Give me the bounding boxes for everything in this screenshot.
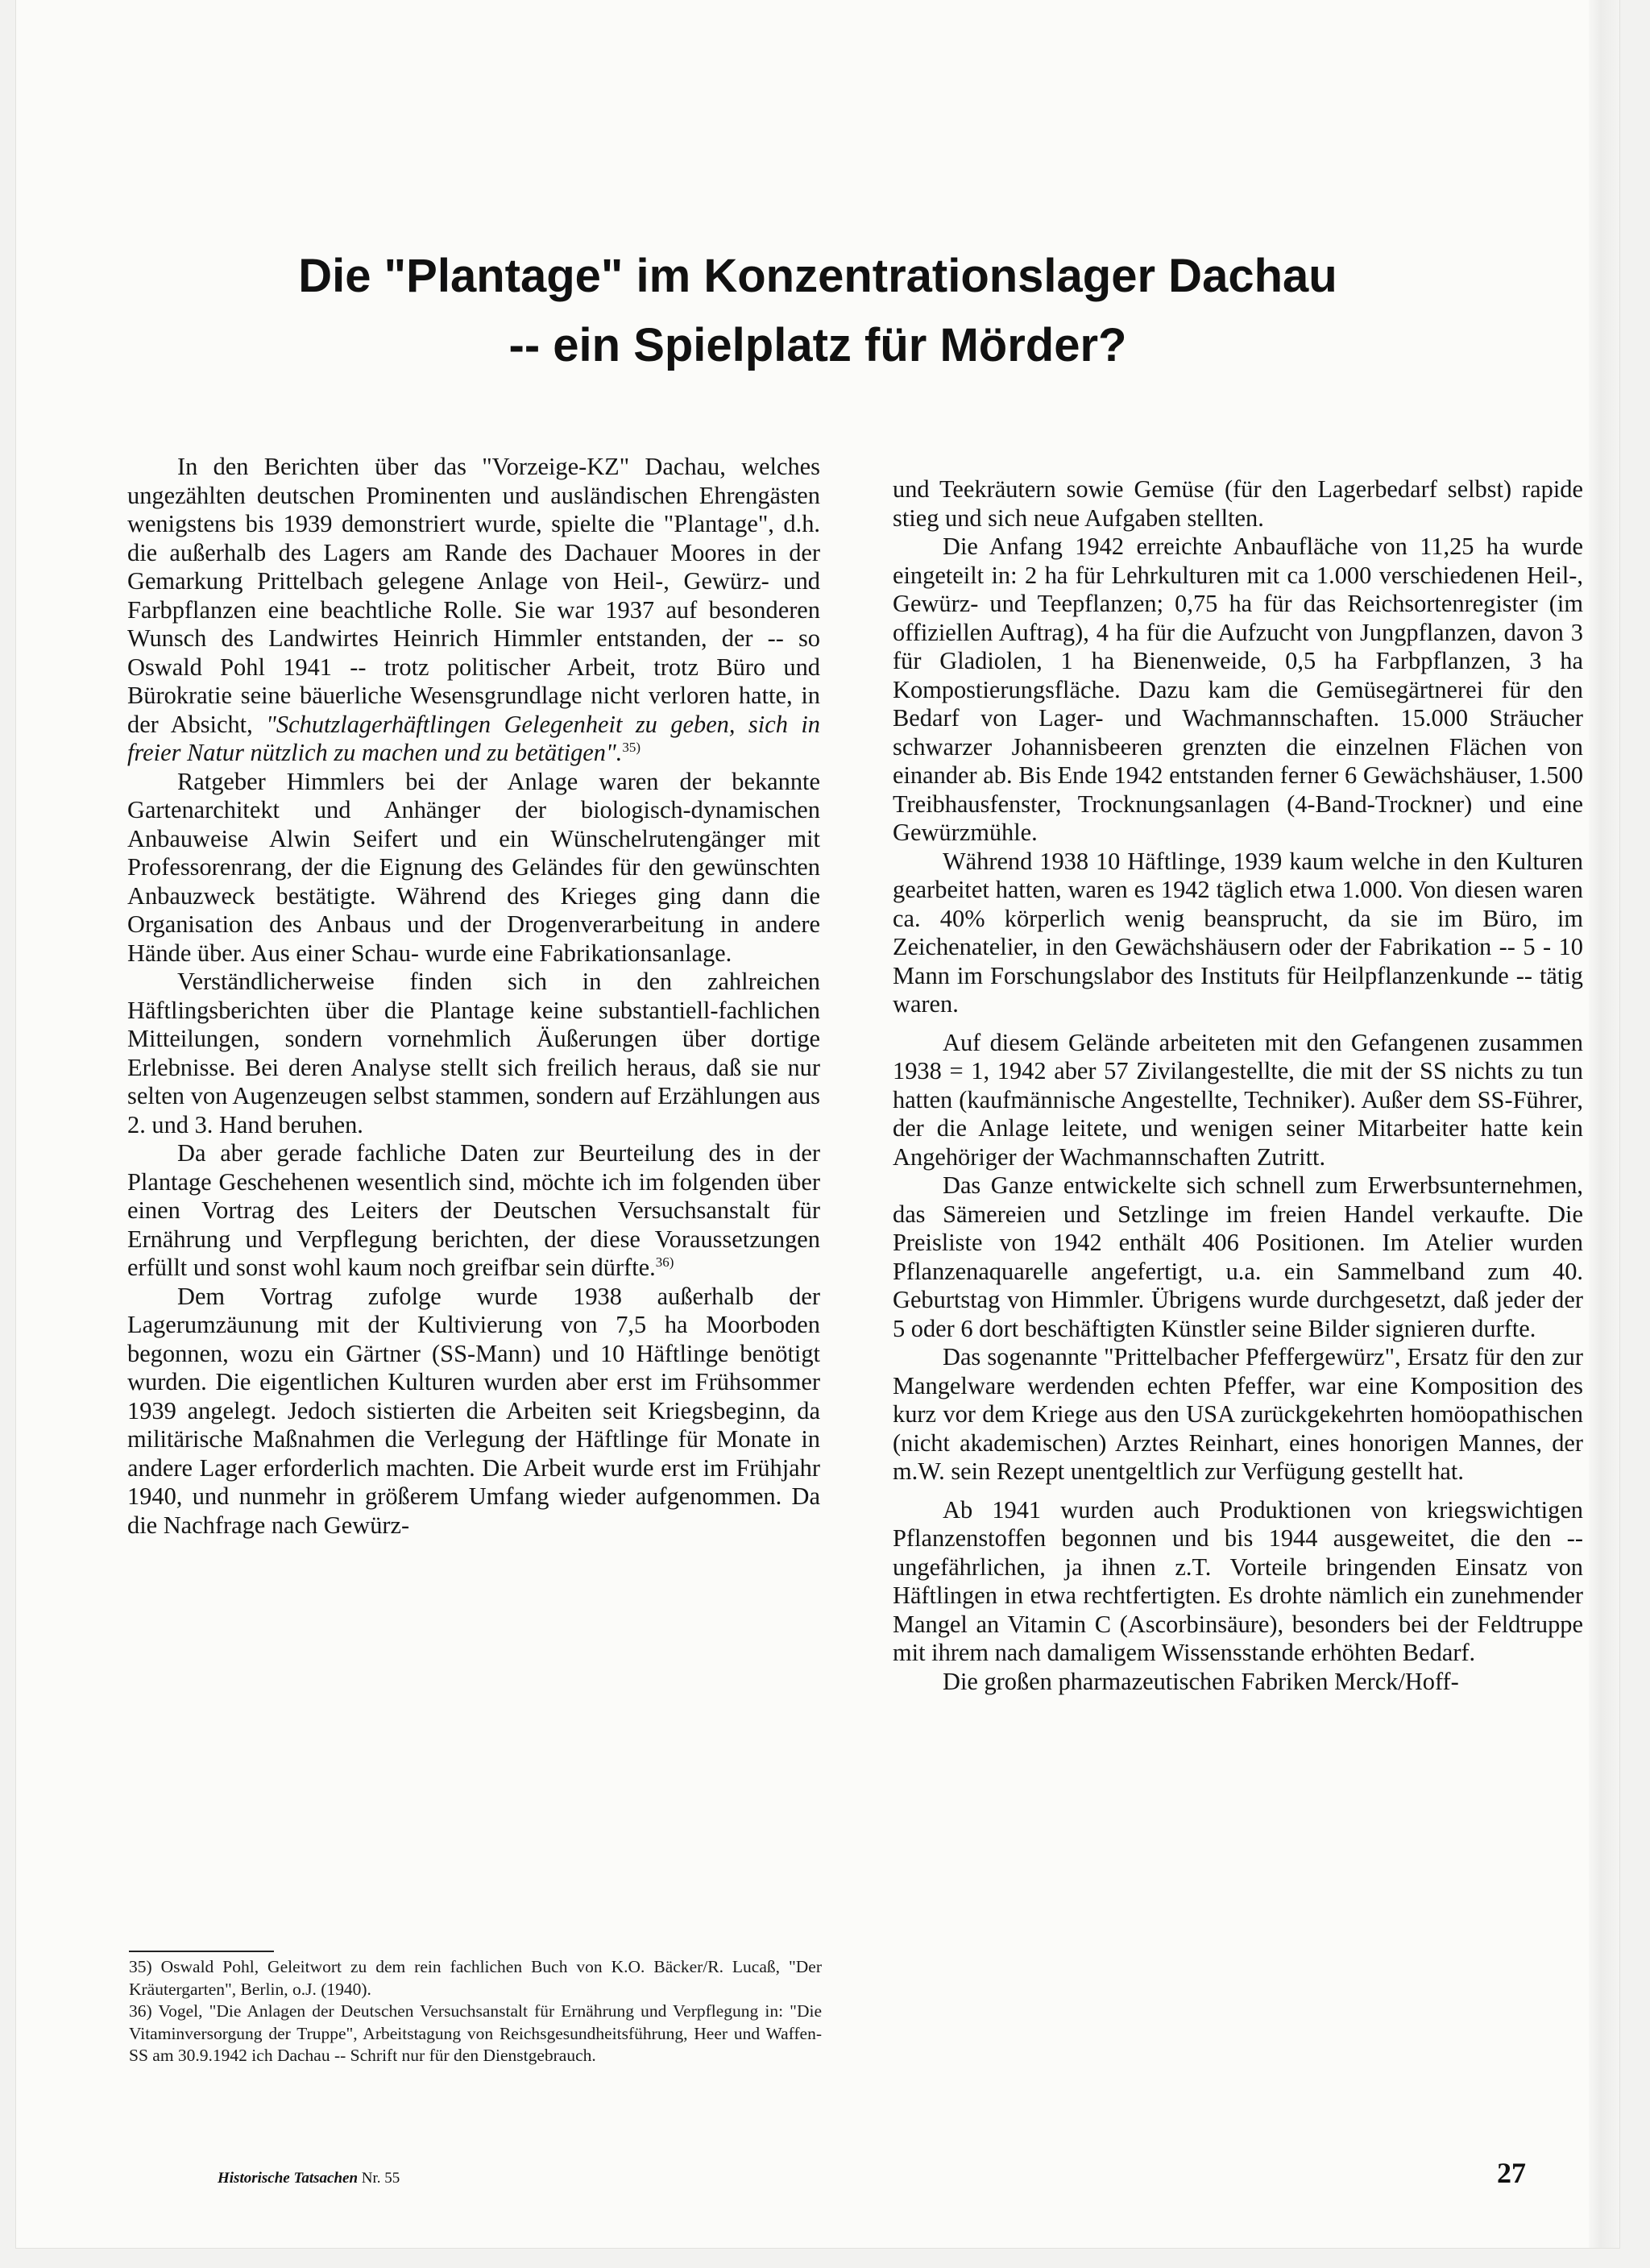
- page-footer: [218, 2170, 400, 2187]
- left-paragraph-4: [127, 1139, 820, 1283]
- footnote-ref-36: 36): [655, 1254, 674, 1270]
- left-paragraph-2: Ratgeber Himmlers bei der Anlage waren der bekannte Gartenarchitekt und Anhänger der biologisch-dynamischen Anbauweise Alwin Seifert und ein Wünschelrutengänger mit Professorenrang, der die Eignung des Geländes für den gewünschten Anbauzweck bestätigte. Während des Krieges ging dann die Organisation des Anbaus und der Drogenverarbeitung in andere Hände über. Aus einer Schau- wurde eine Fabrikationsanlage.: [127, 767, 820, 967]
- title-line-2: -- ein Spielplatz für Mörder?: [508, 319, 1127, 371]
- right-column: [893, 475, 1583, 1696]
- right-paragraph-8: Die großen pharmazeutischen Fabriken Merck/Hoff-: [943, 1667, 1459, 1695]
- right-paragraph-3: Während 1938 10 Häftlinge, 1939 kaum welche in den Kulturen gearbeitet hatten, waren es 1942 täglich etwa 1.000. Von diesen waren ca. 40% körperlich wenig beansprucht, da sie im Büro, im Zeichenatelier, in den Gewächshäusern oder der Fabrikation -- 5 - 10 Mann im Forschungslabor des Instituts für Heilpflanzenkunde -- tätig waren.: [893, 847, 1583, 1018]
- right-paragraph-4: Auf diesem Gelände arbeiteten mit den Gefangenen zusammen 1938 = 1, 1942 aber 57 Zivilangestellte, die mit der SS nichts zu tun hatten (kaufmännische Angestellte, Techniker). Außer dem SS-Führer, der die Anlage leitete, und wenigen seiner Mitarbeiter hatte kein Angehöriger der Wachmannschaften Zutritt.: [893, 1028, 1583, 1171]
- left-paragraph-1-text: In den Berichten über das "Vorzeige-KZ" Dachau, welches ungezählten deutschen Prominenten und ausländischen Ehrengästen wenigstens bis 1939 demonstriert wurde, spielte die "Plantage", d.h. die außerhalb des Lagers am Rande des Dachauer Moores in der Gemarkung Prittelbach gelegene Anlage von Heil-, Gewürz- und Farbpflanzen eine beachtliche Rolle. Sie war 1937 auf besonderen Wunsch des Landwirtes Heinrich Himmler entstanden, der -- so Oswald Pohl 1941 -- trotz politischer Arbeit, trotz Büro und Bürokratie seine bäuerliche Wesensgrundlage nicht verloren hatte, in der Absicht,: [127, 453, 820, 738]
- right-paragraph-2: Die Anfang 1942 erreichte Anbaufläche von 11,25 ha wurde eingeteilt in: 2 ha für Lehrkulturen mit ca 1.000 verschiedenen Heil-, Gewürz- und Teepflanzen; 0,75 ha für das Reichsortenregister (im offiziellen Auftrag), 4 ha für die Aufzucht von Jungpflanzen, davon 3 für Gladiolen, 1 ha Bienenweide, 0,5 ha Farbpflanzen, 3 ha Kompostierungsfläche. Dazu kam die Gemüsegärtnerei für den Bedarf von Lager- und Wachmannschaften. 15.000 Sträucher schwarzer Johannisbeeren grenzten die einzelnen Flächen von einander ab. Bis Ende 1942 entstanden ferner 6 Gewächshäuser, 1.500 Treibhausfenster, Trocknungsanlagen (4-Band-Trockner) und eine Gewürzmühle.: [893, 533, 1583, 846]
- left-paragraph-1: [127, 453, 820, 768]
- right-paragraph-6: Das sogenannte "Prittelbacher Pfeffergewürz", Ersatz für den zur Mangelware werdenden echten Pfeffer, war eine Komposition des kurz vor dem Kriege aus den USA zurückgekehrten homöopathischen (nicht akademischen) Arztes Reinhart, eines honorigen Mannes, der m.W. sein Rezept unentgeltlich zur Verfügung gestellt hat.: [893, 1343, 1583, 1485]
- footnote-ref-35: 35): [622, 739, 641, 755]
- footnote-35: 35) Oswald Pohl, Geleitwort zu dem rein fachlichen Buch von K.O. Bäcker/R. Lucaß, "Der Kräutergarten", Berlin, o.J. (1940).: [129, 1957, 822, 1999]
- page-number: 27: [1497, 2157, 1526, 2189]
- journal-title: Historische Tatsachen: [218, 2170, 359, 2187]
- footnotes: [129, 1956, 822, 2067]
- left-paragraph-3: Verständlicherweise finden sich in den zahlreichen Häftlingsberichten über die Plantage keine substantiell-fachlichen Mitteilungen, sondern vornehmlich Äußerungen über dortige Erlebnisse. Bei deren Analyse stellt sich freilich heraus, daß sie nur selten von Augenzeugen selbst stammen, sondern auf Erzählungen aus 2. und 3. Hand beruhen.: [127, 968, 820, 1138]
- title-line-1: Die "Plantage" im Konzentrationslager Dachau: [298, 250, 1337, 302]
- right-paragraph-1: und Teekräutern sowie Gemüse (für den Lagerbedarf selbst) rapide stieg und sich neue Aufgaben stellten.: [893, 475, 1583, 532]
- left-column: [127, 453, 820, 1540]
- quote-himmler: "Schutzlagerhäftlingen Gelegenheit zu geben, sich in freier Natur nützlich zu machen und zu betätigen".: [127, 710, 820, 766]
- footnote-divider: [129, 1951, 274, 1952]
- document-page: [16, 0, 1619, 2248]
- right-paragraph-7: Ab 1941 wurden auch Produktionen von kriegswichtigen Pflanzenstoffen begonnen und bis 1944 ausgeweitet, die den -- ungefährlichen, ja ihnen z.T. Vorteile bringenden Einsatz von Häftlingen in etwa rechtfertigten. Es drohte nämlich ein zunehmender Mangel an Vitamin C (Ascorbinsäure), besonders bei der Feldtruppe mit ihrem nach damaligem Wissensstande erhöhten Bedarf.: [893, 1495, 1583, 1666]
- article-title: [16, 242, 1619, 380]
- left-paragraph-4-text: Da aber gerade fachliche Daten zur Beurteilung des in der Plantage Geschehenen wesentlich sind, möchte ich im folgenden über einen Vortrag des Leiters der Deutschen Versuchsanstalt für Ernährung und Verpflegung berichten, der diese Voraussetzungen erfüllt und sonst wohl kaum noch greifbar sein dürfte.: [127, 1139, 820, 1281]
- footnote-36: 36) Vogel, "Die Anlagen der Deutschen Versuchsanstalt für Ernährung und Verpflegung in: "Die Vitaminversorgung der Truppe", Arbeitstagung von Reichsgesundheitsführung, Heer und Waffen-SS am 30.9.1942 ich Dachau -- Schrift nur für den Dienstgebrauch.: [129, 2001, 822, 2065]
- right-paragraph-5: Das Ganze entwickelte sich schnell zum Erwerbsunternehmen, das Sämereien und Setzlinge im freien Handel verkaufte. Die Preisliste von 1942 enthält 406 Positionen. Im Atelier wurden Pflanzenaquarelle angefertigt, u.a. ein Sammelband zum 40. Geburtstag von Himmler. Übrigens wurde durchgesetzt, daß jeder der 5 oder 6 dort beschäftigten Künstler seine Bilder signieren durfte.: [893, 1171, 1583, 1342]
- issue-number: Nr. 55: [361, 2170, 400, 2187]
- left-paragraph-5: Dem Vortrag zufolge wurde 1938 außerhalb der Lagerumzäunung mit der Kultivierung von 7,5 ha Moorboden begonnen, wozu ein Gärtner (SS-Mann) und 10 Häftlinge benötigt wurden. Die eigentlichen Kulturen wurden aber erst im Frühsommer 1939 angelegt. Jedoch sistierten die Arbeiten seit Kriegsbeginn, da militärische Maßnahmen die Verlegung der Häftlinge für Monate in andere Lager erforderlich machten. Die Arbeit wurde erst im Frühjahr 1940, und nunmehr in größerem Umfang wieder aufgenommen. Da die Nachfrage nach Gewürz-: [127, 1282, 820, 1539]
